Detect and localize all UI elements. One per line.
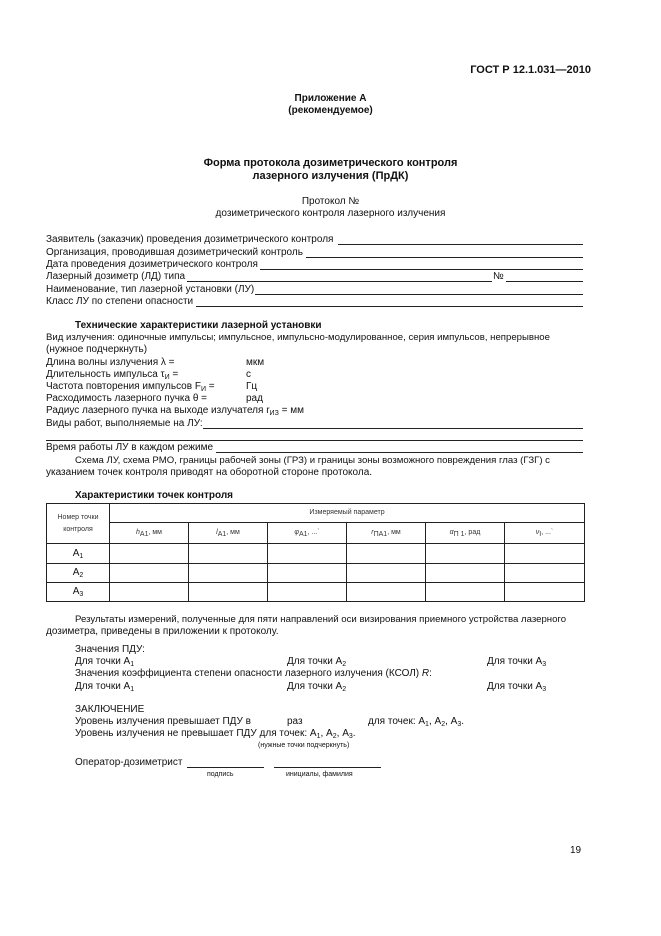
measured-parameter-header: Измеряемый параметр <box>110 504 585 523</box>
pdu-title: Значения ПДУ: <box>75 644 145 655</box>
pdu-point-a2: Для точки $А_2$ <box>287 656 347 668</box>
conclusion-times: раз <box>287 716 303 727</box>
ksol-title: Значения коэффициента степени опасности лазерного излучения (КСОЛ) R: <box>75 668 432 679</box>
tech-title: Технические характеристики лазерной установки <box>75 320 322 331</box>
ksol-point-a3: Для точки $А_3$ <box>487 681 547 693</box>
field-applicant: Заявитель (заказчик) проведения дозиметрического контроля <box>46 234 334 245</box>
form-title-line-1: Форма протокола дозиметрического контроля <box>203 157 458 169</box>
name-caption: инициалы, фамилия <box>286 771 353 778</box>
operating-time-label: Время работы ЛУ в каждом режиме <box>46 442 214 453</box>
conclusion-title: ЗАКЛЮЧЕНИЕ <box>75 704 145 715</box>
field-dosimeter: Лазерный дозиметр (ЛД) типа <box>46 271 186 282</box>
conclusion-exceeds-points: для точек: $А_1$, $А_2$, $А_3$. <box>368 716 465 728</box>
operating-time-line[interactable] <box>216 452 583 453</box>
row-point-a3: $А_3$ <box>47 583 110 602</box>
works-line[interactable] <box>203 428 583 429</box>
name-line[interactable] <box>274 767 381 768</box>
field-organization: Организация, проводившая дозиметрический контроль <box>46 247 303 258</box>
radiation-type-note: (нужное подчеркнуть) <box>46 344 148 355</box>
form-title-line-2: лазерного излучения (ПрДК) <box>252 170 409 182</box>
control-points-table <box>46 503 585 602</box>
field-dosimeter-number-line[interactable] <box>506 281 583 282</box>
pulse-duration-unit: с <box>246 369 251 380</box>
works-label: Виды работ, выполняемые на ЛУ: <box>46 418 203 429</box>
radiation-type: Вид излучения: одиночные импульсы; импульсное, импульсно-модулированное, серия импульсов, непрерывное <box>46 332 550 343</box>
signature-line[interactable] <box>187 767 264 768</box>
field-date-line[interactable] <box>260 269 583 270</box>
pdu-point-a3: Для точки $А_3$ <box>487 656 547 668</box>
field-installation-line[interactable] <box>255 294 583 295</box>
table-row <box>47 544 585 564</box>
field-class: Класс ЛУ по степени опасности <box>46 296 194 307</box>
param-nu: $\nu_I$, ...` <box>505 523 585 544</box>
frequency-unit: Гц <box>246 381 258 392</box>
field-dosimeter-line[interactable] <box>187 281 492 282</box>
signature-caption: подпись <box>207 771 234 778</box>
page-number: 19 <box>570 845 582 856</box>
beam-radius-label: Радиус лазерного пучка на выходе излучателя $r_{ИЗ}$ = мм <box>46 405 304 417</box>
results-text-2: дозиметра, приведены в приложении к протоколу. <box>46 626 279 637</box>
results-text-1: Результаты измерений, полученные для пяти направлений оси визирования приемного устройства лазерного <box>75 614 567 625</box>
standard-number: ГОСТ Р 12.1.031—2010 <box>470 64 591 76</box>
conclusion-note: (нужные точки подчеркнуть) <box>258 742 350 749</box>
field-date: Дата проведения дозиметрического контроля <box>46 259 258 270</box>
appendix-subtitle: (рекомендуемое) <box>288 105 373 116</box>
param-r: $r_{ПА1}$, мм <box>347 523 426 544</box>
param-phi: $\varphi_{А1}$, ...` <box>268 523 347 544</box>
field-installation: Наименование, тип лазерной установки (ЛУ) <box>46 284 255 295</box>
protocol-subtitle: дозиметрического контроля лазерного излучения <box>215 208 446 219</box>
pdu-point-a1: Для точки $А_1$ <box>75 656 135 668</box>
ksol-point-a2: Для точки $А_2$ <box>287 681 347 693</box>
protocol-number-label: Протокол № <box>301 196 360 207</box>
table-row <box>47 583 585 602</box>
divergence-unit: рад <box>246 393 263 404</box>
field-class-line[interactable] <box>196 306 583 307</box>
pulse-duration-label: Длительность импульса $\tau_И$ = <box>46 369 179 381</box>
table-row <box>47 564 585 583</box>
field-applicant-line[interactable] <box>338 244 583 245</box>
ksol-point-a1: Для точки $А_1$ <box>75 681 135 693</box>
appendix-title: Приложение А <box>294 93 367 104</box>
conclusion-exceeds: Уровень излучения превышает ПДУ в <box>75 716 251 727</box>
param-h: $h_{А1}$, мм <box>110 523 189 544</box>
operator-label: Оператор-дозиметрист <box>75 757 183 768</box>
scheme-text-2: указанием точек контроля приводят на оборотной стороне протокола. <box>46 467 373 478</box>
frequency-label: Частота повторения импульсов $F_И$ = <box>46 381 215 393</box>
col-point-header: Номер точки контроля <box>47 504 110 544</box>
wavelength-unit: мкм <box>246 357 265 368</box>
works-line-2[interactable] <box>46 440 583 441</box>
row-point-a2: $А_2$ <box>47 564 110 583</box>
number-sign: № <box>493 271 504 282</box>
conclusion-not-exceeds: Уровень излучения не превышает ПДУ для точек: $А_1$, $А_2$, $А_3$. <box>75 728 356 740</box>
scheme-text-1: Схема ЛУ, схема РМО, границы рабочей зоны (ГРЗ) и границы зоны возможного повреждения глаз (ГЗГ) с <box>75 455 550 466</box>
divergence-label: Расходимость лазерного пучка θ = <box>46 393 208 404</box>
param-l: $l_{А1}$, мм <box>189 523 268 544</box>
field-organization-line[interactable] <box>306 257 583 258</box>
table-title: Характеристики точек контроля <box>75 490 234 501</box>
row-point-a1: $А_1$ <box>47 544 110 564</box>
param-alpha: $\alpha_{П 1}$, рад <box>426 523 505 544</box>
wavelength-label: Длина волны излучения λ = <box>46 357 175 368</box>
